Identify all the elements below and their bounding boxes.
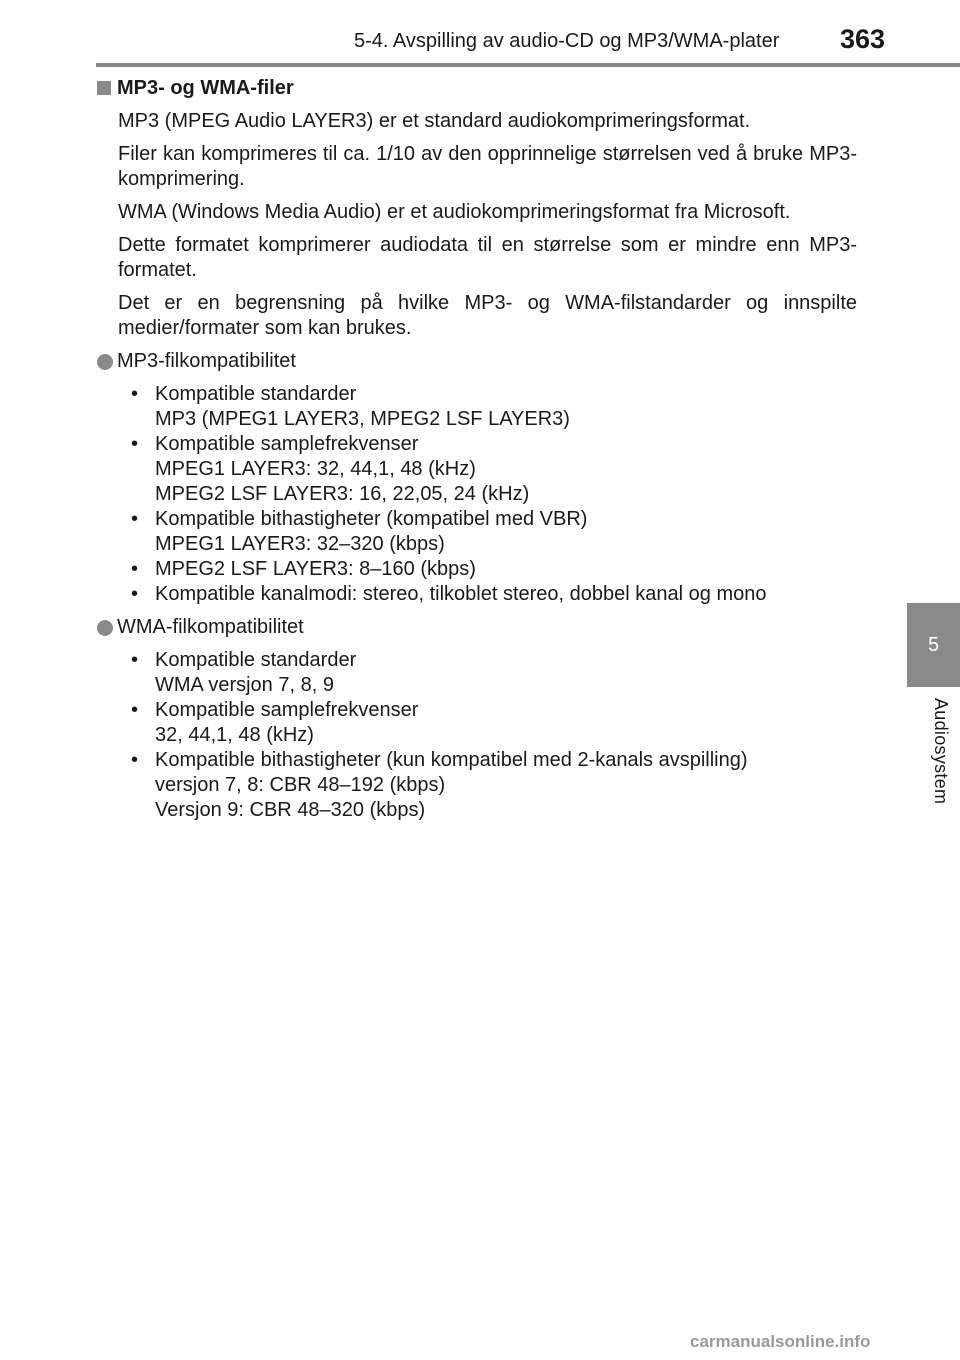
page-number: 363 bbox=[840, 24, 886, 54]
list-item-text: Kompatible standarder bbox=[155, 383, 357, 405]
list-item-text: Kompatible samplefrekvenser bbox=[155, 433, 419, 455]
list-item-detail: MPEG1 LAYER3: 32–320 (kbps) bbox=[155, 533, 445, 555]
list-item-detail: MP3 (MPEG1 LAYER3, MPEG2 LSF LAYER3) bbox=[155, 408, 570, 430]
chapter-number: 5 bbox=[927, 633, 940, 656]
list-item-detail: Versjon 9: CBR 48–320 (kbps) bbox=[155, 799, 426, 821]
wma-spec-list bbox=[127, 648, 857, 823]
list-item-detail: 32, 44,1, 48 (kHz) bbox=[155, 724, 314, 746]
square-bullet-icon bbox=[97, 81, 111, 95]
chapter-tab bbox=[907, 603, 960, 687]
list-item bbox=[127, 557, 857, 582]
list-item-text: Kompatible bithastigheter (kompatibel med VBR) bbox=[155, 508, 588, 530]
list-item bbox=[127, 698, 857, 748]
list-item-detail: MPEG2 LSF LAYER3: 16, 22,05, 24 (kHz) bbox=[155, 483, 530, 505]
page-content bbox=[97, 76, 857, 823]
list-item bbox=[127, 507, 857, 557]
list-item-detail: WMA versjon 7, 8, 9 bbox=[155, 674, 334, 696]
paragraph: Det er en begrensning på hvilke MP3- og WMA-filstandarder og innspilte medier/formater som kan brukes. bbox=[118, 292, 857, 339]
list-item-detail: MPEG1 LAYER3: 32, 44,1, 48 (kHz) bbox=[155, 458, 476, 480]
list-item bbox=[127, 582, 857, 607]
wma-subheading-text: WMA-filkompatibilitet bbox=[117, 616, 304, 638]
list-item bbox=[127, 432, 857, 507]
list-item-text: Kompatible samplefrekvenser bbox=[155, 699, 419, 721]
section-heading-text: MP3- og WMA-filer bbox=[117, 77, 294, 99]
list-item bbox=[127, 648, 857, 698]
paragraph: Dette formatet komprimerer audiodata til en størrelse som er mindre enn MP3-formatet. bbox=[118, 234, 857, 281]
running-header-title: 5-4. Avspilling av audio-CD og MP3/WMA-plater bbox=[354, 30, 780, 52]
mp3-subheading bbox=[97, 349, 857, 374]
list-item-text: MPEG2 LSF LAYER3: 8–160 (kbps) bbox=[155, 558, 476, 580]
wma-subheading bbox=[97, 615, 857, 640]
list-item bbox=[127, 382, 857, 432]
list-item bbox=[127, 748, 857, 823]
chapter-label: Audiosystem bbox=[931, 698, 951, 805]
watermark-link[interactable]: carmanualsonline.info bbox=[690, 1332, 871, 1351]
circle-bullet-icon bbox=[97, 354, 113, 370]
header-divider bbox=[96, 63, 960, 67]
list-item-text: Kompatible standarder bbox=[155, 649, 357, 671]
circle-bullet-icon bbox=[97, 620, 113, 636]
paragraph: Filer kan komprimeres til ca. 1/10 av den opprinnelige størrelsen ved å bruke MP3-komprimering. bbox=[118, 143, 857, 190]
paragraph: MP3 (MPEG Audio LAYER3) er et standard audiokomprimeringsformat. bbox=[118, 110, 751, 132]
section-heading bbox=[97, 76, 857, 101]
mp3-spec-list bbox=[127, 382, 857, 607]
list-item-detail: versjon 7, 8: CBR 48–192 (kbps) bbox=[155, 774, 446, 796]
mp3-subheading-text: MP3-filkompatibilitet bbox=[117, 350, 296, 372]
list-item-text: Kompatible kanalmodi: stereo, tilkoblet stereo, dobbel kanal og mono bbox=[155, 583, 767, 605]
paragraph: WMA (Windows Media Audio) er et audiokomprimeringsformat fra Microsoft. bbox=[118, 201, 791, 223]
list-item-text: Kompatible bithastigheter (kun kompatibel med 2-kanals avspilling) bbox=[155, 749, 748, 771]
